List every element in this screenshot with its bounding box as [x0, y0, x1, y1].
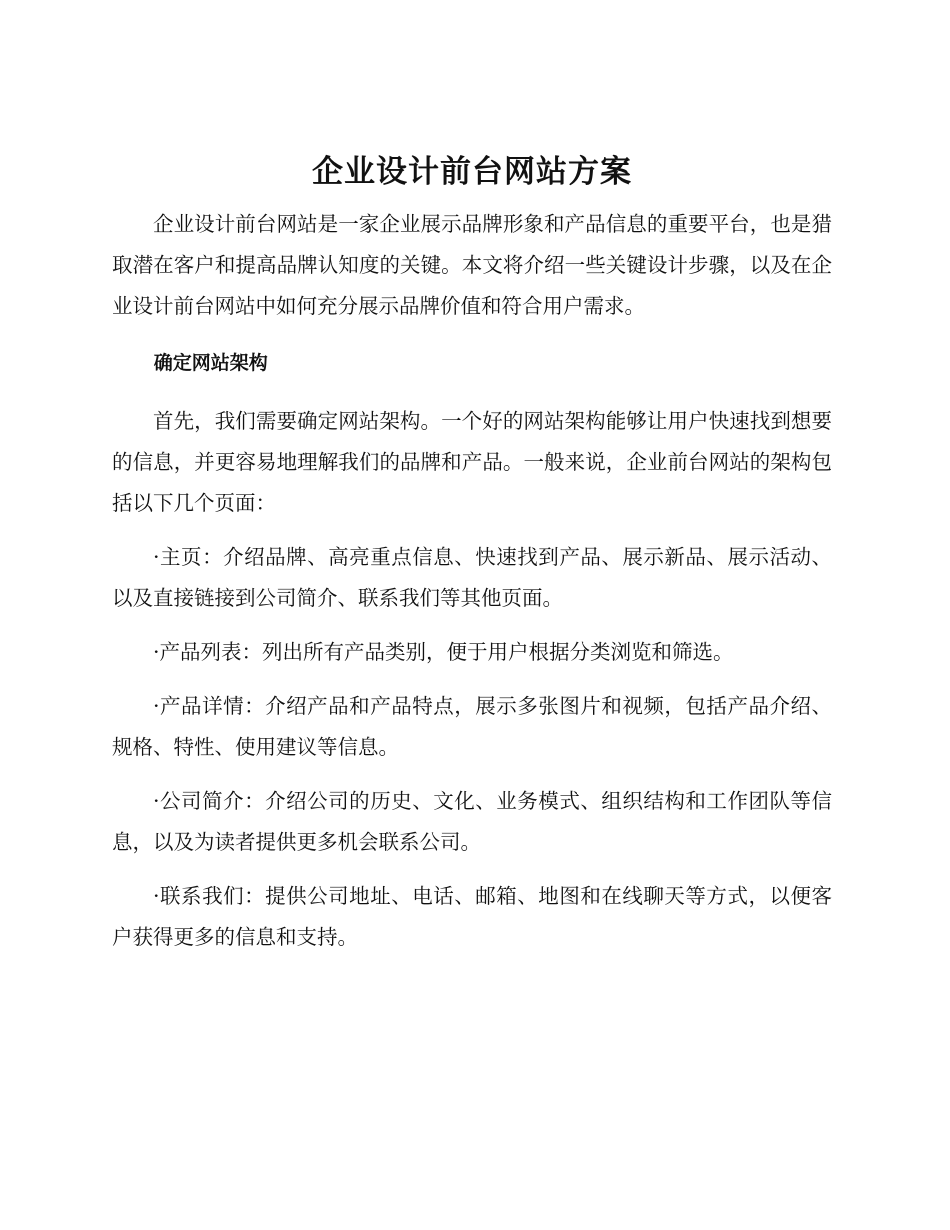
bullet-item-home [112, 537, 832, 619]
bullet-item-company-profile [112, 781, 832, 863]
bullet-item-contact-us [112, 876, 832, 958]
bullet-item-product-list [112, 632, 832, 673]
bullet-text: 公司简介：介绍公司的历史、文化、业务模式、组织结构和工作团队等信息，以及为读者提供更多机会联系公司。 [112, 789, 832, 854]
bullet-text: 产品列表：列出所有产品类别，便于用户根据分类浏览和筛选。 [159, 640, 734, 664]
bullet-dot-icon: · [153, 694, 160, 718]
bullet-text: 产品详情：介绍产品和产品特点，展示多张图片和视频，包括产品介绍、规格、特性、使用建议等信息。 [112, 694, 832, 759]
section-paragraph: 首先，我们需要确定网站架构。一个好的网站架构能够让用户快速找到想要的信息，并更容易地理解我们的品牌和产品。一般来说，企业前台网站的架构包括以下几个页面： [112, 409, 832, 515]
bullet-dot-icon: · [153, 884, 160, 908]
bullet-dot-icon: · [153, 545, 160, 569]
document-title: 企业设计前台网站方案 [312, 154, 632, 190]
bullet-dot-icon: · [153, 789, 160, 813]
intro-paragraph: 企业设计前台网站是一家企业展示品牌形象和产品信息的重要平台，也是猎取潜在客户和提高品牌认知度的关键。本文将介绍一些关键设计步骤，以及在企业设计前台网站中如何充分展示品牌价值和符合用户需求。 [112, 212, 832, 318]
section-heading: 确定网站架构 [153, 352, 268, 374]
bullet-text: 主页：介绍品牌、高亮重点信息、快速找到产品、展示新品、展示活动、以及直接链接到公司简介、联系我们等其他页面。 [112, 545, 832, 610]
bullet-text: 联系我们：提供公司地址、电话、邮箱、地图和在线聊天等方式，以便客户获得更多的信息和支持。 [112, 884, 832, 949]
bullet-dot-icon: · [153, 640, 160, 664]
document-page [112, 150, 832, 958]
bullet-item-product-detail [112, 686, 832, 768]
